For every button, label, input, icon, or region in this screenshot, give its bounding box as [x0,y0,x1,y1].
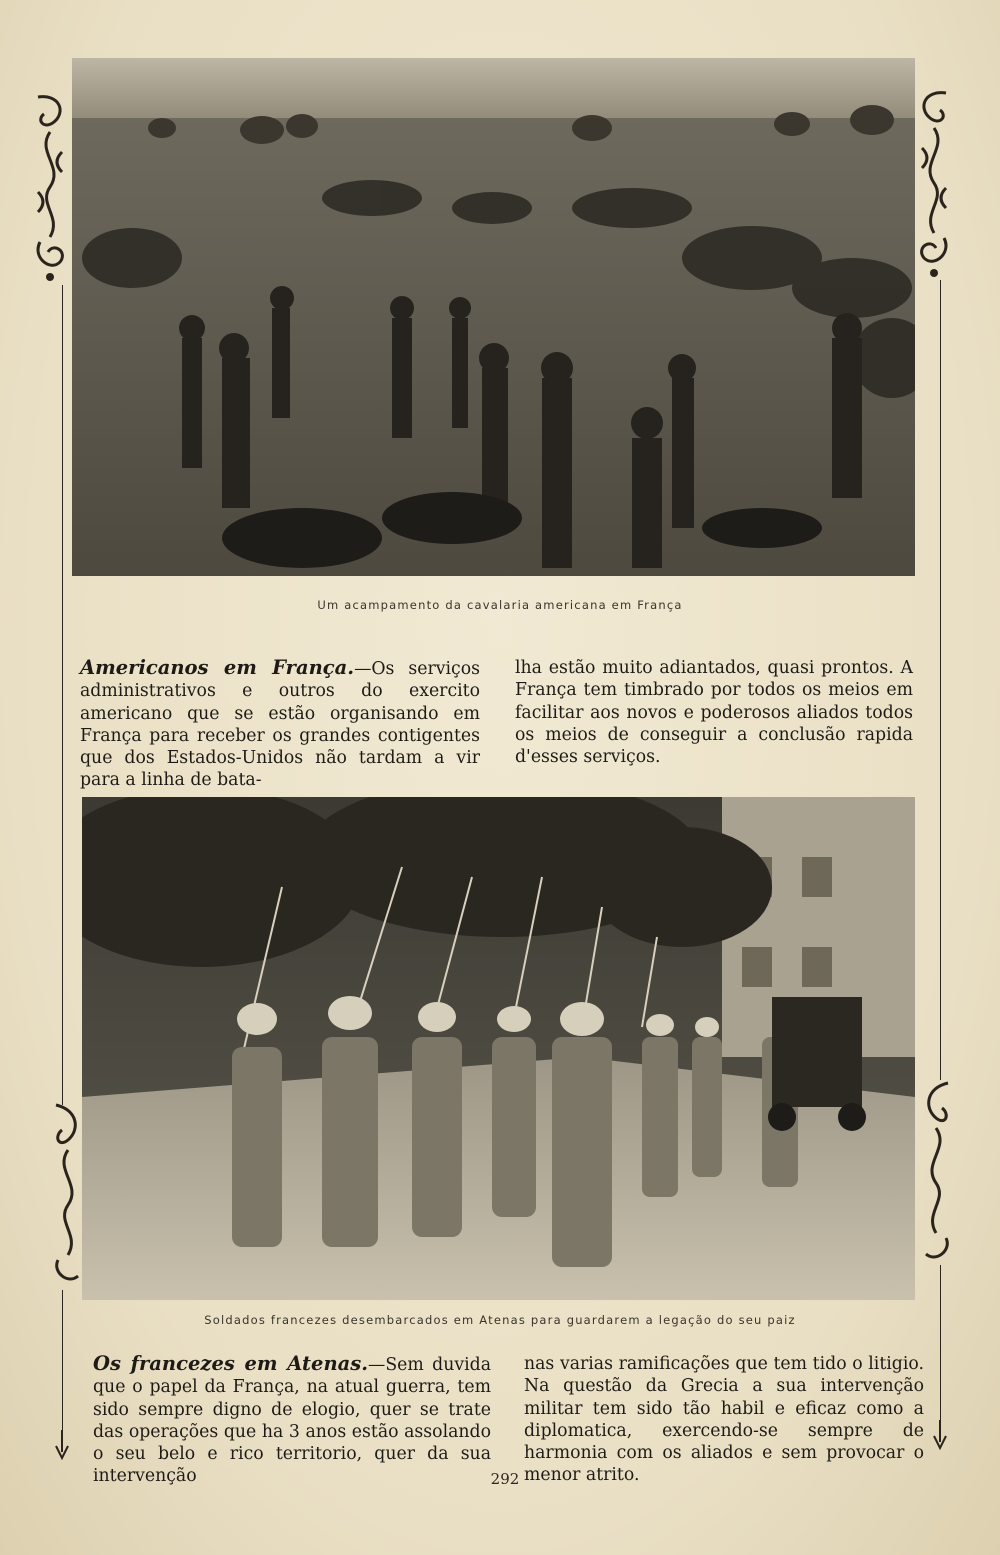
right-border-rule-lower [940,1265,941,1430]
article-americanos-col1 [80,657,480,792]
top-photo-caption: Um acampamento da cavalaria americana em França [317,598,683,612]
soldiers-athens-photo [82,797,915,1300]
article-francezes-col1 [93,1353,491,1488]
scroll-ornament-icon [916,1078,954,1268]
article-francezes-text2: nas varias ramificações que tem tido o litigio. Na questão da Grecia a sua intervenção militar tem sido tão habil e eficaz como a diplomatica, exercendo-se sempre de harmonia com os aliados e sem provocar o menor atrito. [524,1354,924,1486]
left-border-rule [62,285,63,1105]
left-border-rule-lower [62,1290,63,1440]
cavalry-camp-photo [72,58,915,576]
article-francezes-heading: Os francezes em Atenas. [93,1352,369,1375]
arrow-down-icon [932,1420,948,1450]
article-americanos-col2 [515,657,913,768]
right-border-rule [940,280,941,1080]
article-francezes-text1: —Sem duvida que o papel da França, na atual guerra, tem sido sempre digno de elogio, quer se trate das operações que ha 3 anos estão assolando o seu belo e rico territorio, quer da sua intervenção [93,1355,491,1487]
article-americanos-text1: —Os serviços administrativos e outros do exercito americano que se estão organisando em França para receber os grandes contigentes que dos Estados-Unidos não tardam a vir para a linha de bata- [80,659,480,791]
article-americanos-text2: lha estão muito adiantados, quasi prontos. A França tem timbrado por todos os meios em facilitar aos novos e poderosos aliados todos os meios de conseguir a conclusão rapida d'esses serviços. [515,658,913,768]
scroll-ornament-icon [912,88,954,283]
article-americanos-heading: Americanos em França. [80,656,355,679]
page-number: 292 [490,1470,520,1488]
arrow-down-icon [54,1430,70,1460]
article-francezes-col2 [524,1353,924,1487]
bottom-photo-caption: Soldados francezes desembarcados em Atenas para guardarem a legação do seu paiz [204,1313,796,1327]
scroll-ornament-icon [30,92,72,287]
